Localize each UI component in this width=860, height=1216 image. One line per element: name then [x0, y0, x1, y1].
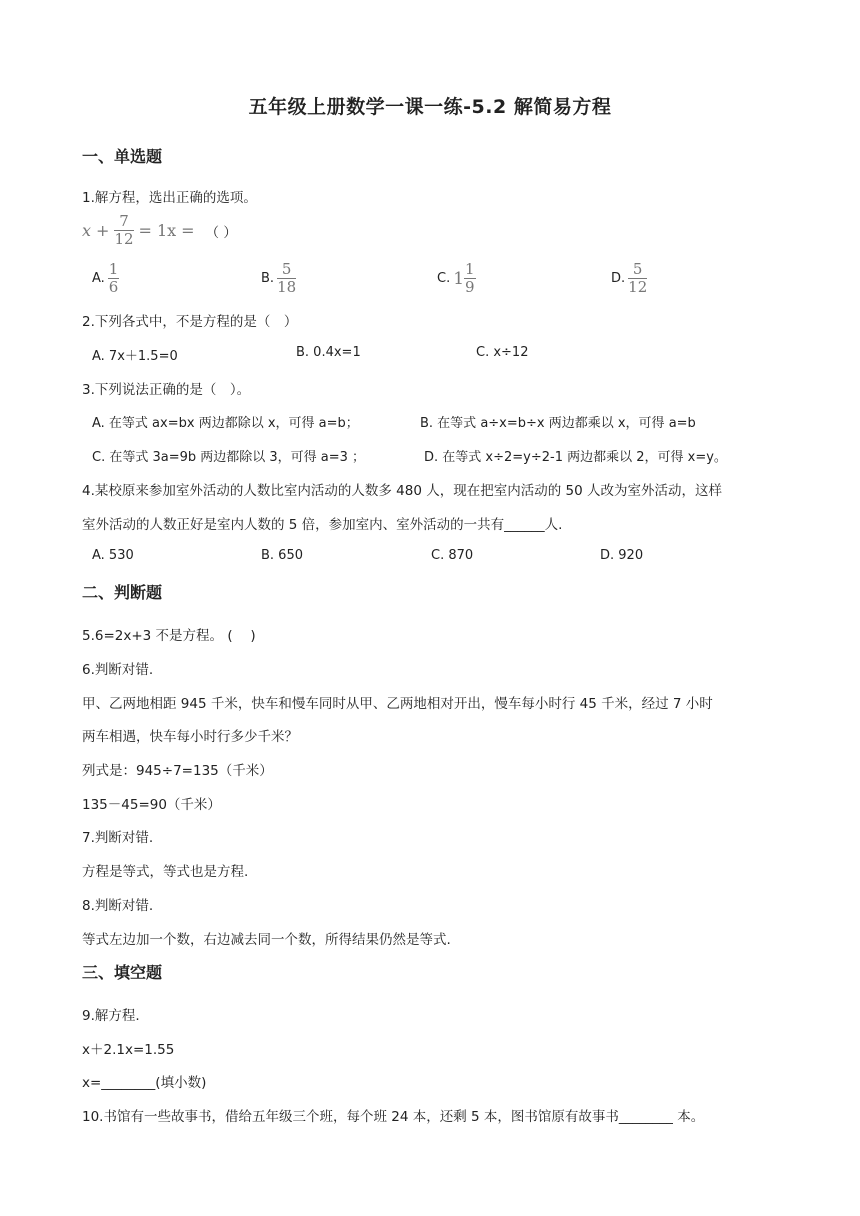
option-letter: D. — [611, 271, 626, 286]
fraction-numerator: 5 — [281, 260, 292, 278]
equation-fraction — [114, 214, 133, 247]
section-heading-fill-in: 三、填空题 — [82, 963, 163, 982]
question-6-stem: 6.判断对错. — [82, 662, 154, 678]
fraction-denominator: 9 — [465, 278, 475, 296]
option-letter: B. — [261, 271, 275, 286]
question-1-option-c — [437, 262, 476, 295]
question-8-stem: 8.判断对错. — [82, 898, 154, 914]
question-2-stem: 2.下列各式中，不是方程的是（ ） — [82, 314, 298, 330]
answer-blank: （ ） — [205, 224, 237, 241]
fraction-numerator: 5 — [632, 260, 643, 278]
section-heading-true-false: 二、判断题 — [82, 583, 163, 602]
option-letter: A. — [92, 271, 105, 286]
question-6-line-3: 列式是：945÷7=135（千米） — [82, 763, 273, 779]
question-4-option-a: A. 530 — [92, 548, 134, 563]
page-title: 五年级上册数学一课一练-5.2 解简易方程 — [248, 96, 612, 118]
question-1-option-a — [92, 262, 119, 295]
fraction-numerator: 1 — [108, 260, 119, 278]
section-heading-multiple-choice: 一、单选题 — [82, 147, 163, 166]
question-4-option-d: D. 920 — [600, 548, 644, 563]
question-2-option-a: A. 7x＋1.5=0 — [92, 349, 178, 364]
equation-equals: = — [138, 221, 152, 240]
question-6-line-1: 甲、乙两地相距 945 千米，快车和慢车同时从甲、乙两地相对开出，慢车每小时行 45 千米，经过 7 小时 — [82, 696, 713, 712]
question-5: 5.6=2x+3 不是方程。 ( ) — [82, 628, 256, 644]
question-9-line-1: x＋2.1x=1.55 — [82, 1042, 175, 1058]
equation-rhs: 1x — [156, 221, 177, 240]
question-4-option-b: B. 650 — [261, 548, 303, 563]
question-7-line-1: 方程是等式，等式也是方程. — [82, 864, 249, 880]
option-letter: C. — [437, 271, 451, 286]
question-4-line-2: 室外活动的人数正好是室内人数的 5 倍，参加室内、室外活动的一共有______人. — [82, 517, 563, 533]
question-3-option-c: C. 在等式 3a=9b 两边都除以 3，可得 a=3 ； — [92, 450, 366, 465]
question-9-line-2: x=________(填小数) — [82, 1075, 207, 1091]
equation-equals-2: = — [181, 221, 195, 240]
question-1-stem: 1.解方程，选出正确的选项。 — [82, 190, 257, 206]
question-2-option-c: C. x÷12 — [476, 345, 529, 360]
question-10: 10.书馆有一些故事书，借给五年级三个班，每个班 24 本，还剩 5 本，图书馆原有故事书________ 本。 — [82, 1109, 705, 1125]
question-1-equation — [82, 214, 237, 247]
option-fraction — [277, 262, 296, 295]
question-6-line-2: 两车相遇，快车每小时行多少千米？ — [82, 729, 298, 745]
question-4-line-1: 4.某校原来参加室外活动的人数比室内活动的人数多 480 人，现在把室内活动的 50 人改为室外活动，这样 — [82, 483, 722, 499]
option-fraction — [108, 262, 120, 295]
fraction-numerator: 7 — [119, 212, 129, 230]
option-whole-number: 1 — [453, 268, 465, 289]
question-9-stem: 9.解方程. — [82, 1008, 140, 1024]
option-fraction — [628, 262, 647, 295]
fraction-denominator: 12 — [628, 278, 648, 296]
equation-variable: x — [82, 221, 92, 240]
question-1-option-b — [261, 262, 296, 295]
question-7-stem: 7.判断对错. — [82, 830, 154, 846]
option-fraction — [464, 262, 476, 295]
fraction-denominator: 12 — [114, 230, 134, 248]
question-3-option-b: B. 在等式 a÷x=b÷x 两边都乘以 x，可得 a=b — [420, 416, 696, 431]
question-8-line-1: 等式左边加一个数，右边减去同一个数，所得结果仍然是等式. — [82, 932, 451, 948]
fraction-numerator: 1 — [465, 260, 475, 278]
question-2-option-b: B. 0.4x=1 — [296, 345, 361, 360]
question-6-line-4: 135－45=90（千米） — [82, 797, 221, 813]
question-3-option-d: D. 在等式 x÷2=y÷2-1 两边都乘以 2，可得 x=y。 — [424, 450, 727, 465]
fraction-denominator: 18 — [277, 278, 297, 296]
equation-plus: + — [96, 221, 110, 240]
question-3-stem: 3.下列说法正确的是（ ）。 — [82, 382, 251, 398]
question-4-option-c: C. 870 — [431, 548, 474, 563]
fraction-denominator: 6 — [108, 278, 119, 296]
question-3-option-a: A. 在等式 ax=bx 两边都除以 x，可得 a=b； — [92, 416, 359, 431]
question-1-option-d — [611, 262, 647, 295]
